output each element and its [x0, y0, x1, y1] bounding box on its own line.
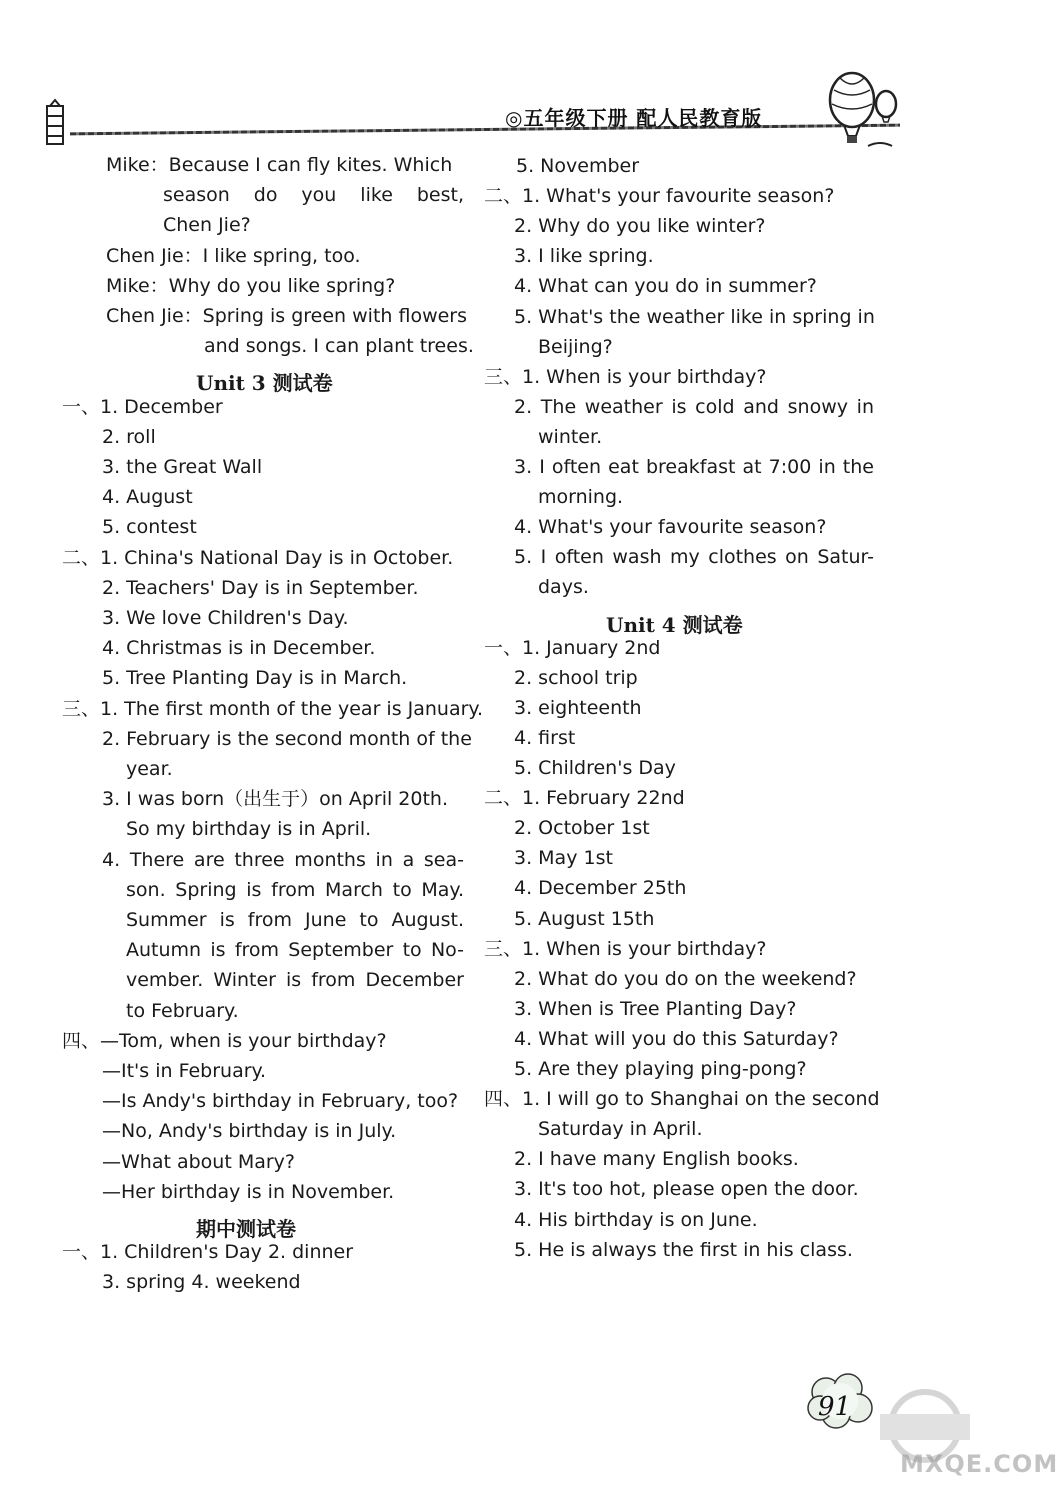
answer-line: So my birthday is in April.	[126, 818, 372, 841]
section-heading: Unit 3 测试卷	[196, 371, 333, 396]
answer-line: 3. I often eat breakfast at 7:00 in the	[514, 456, 874, 478]
answer-line: 一、1. December	[62, 395, 223, 418]
answer-line: 一、1. Children's Day 2. dinner	[62, 1241, 354, 1264]
page-number: 91	[818, 1392, 852, 1422]
answer-line: 3. We love Children's Day.	[102, 607, 349, 629]
answer-line: 2. The weather is cold and snowy in	[514, 395, 874, 418]
answer-line: —Her birthday is in November.	[102, 1180, 395, 1203]
answer-line: 2. school trip	[514, 666, 638, 689]
answer-line: 二、1. What's your favourite season?	[484, 185, 835, 208]
answer-line: 5. August 15th	[514, 907, 655, 930]
answer-line: vember. Winter is from December	[126, 969, 464, 992]
answer-line: 3. I like spring.	[514, 245, 654, 268]
answer-line: 四、—Tom, when is your birthday?	[62, 1029, 387, 1052]
answer-line: 4. What can you do in summer?	[514, 275, 817, 298]
answer-line: 4. December 25th	[514, 877, 687, 900]
answer-line: 3. eighteenth	[514, 696, 642, 719]
answer-line: 2. February is the second month of the	[102, 727, 472, 750]
answer-line: 2. Teachers' Day is in September.	[102, 576, 419, 599]
answer-line: 三、1. The first month of the year is January.	[62, 697, 483, 720]
answer-line: 5. contest	[102, 516, 197, 539]
answer-line: 3. the Great Wall	[102, 456, 263, 478]
header-title: ◎五年级下册 配人民教育版	[505, 106, 763, 130]
answer-line: 3. When is Tree Planting Day?	[514, 997, 797, 1020]
answer-line: Chen Jie：I like spring, too.	[106, 244, 361, 267]
answer-line: 三、1. When is your birthday?	[484, 365, 767, 388]
watermark-site: MXQE.COM	[900, 1450, 1058, 1478]
answer-line: 4. His birthday is on June.	[514, 1208, 758, 1231]
answer-line: —What about Mary?	[102, 1150, 295, 1173]
answer-line: 一、1. January 2nd	[484, 636, 661, 659]
answer-line: 三、1. When is your birthday?	[484, 937, 767, 960]
answer-line: 4. first	[514, 726, 576, 749]
answer-line: —Is Andy's birthday in February, too?	[102, 1090, 459, 1113]
header-divider	[70, 124, 900, 136]
answer-line: 4. Christmas is in December.	[102, 637, 376, 660]
answer-line: 2. roll	[102, 425, 156, 448]
answer-line: son. Spring is from March to May.	[126, 878, 464, 901]
section-heading: 期中测试卷	[196, 1217, 296, 1241]
answer-line: morning.	[538, 486, 624, 509]
answer-line: 2. I have many English books.	[514, 1148, 799, 1171]
answer-line: 四、1. I will go to Shanghai on the second	[484, 1088, 880, 1111]
answer-line: 5. What's the weather like in spring in	[514, 305, 875, 328]
answer-line: Summer is from June to August.	[126, 909, 464, 931]
answer-line: days.	[538, 576, 589, 599]
answer-line: 2. What do you do on the weekend?	[514, 967, 857, 990]
answer-line: 2. Why do you like winter?	[514, 215, 766, 238]
answer-line: —It's in February.	[102, 1060, 267, 1082]
section-heading: Unit 4 测试卷	[606, 612, 743, 637]
answer-line: and songs. I can plant trees.	[204, 335, 474, 358]
answer-line: 5. I often wash my clothes on Satur-	[514, 546, 874, 569]
answer-line: Beijing?	[538, 335, 613, 358]
answer-line: Saturday in April.	[538, 1118, 703, 1141]
answer-line: 5. November	[516, 155, 640, 177]
answer-line: 5. Are they playing ping-pong?	[514, 1058, 807, 1080]
answer-line: 3. spring 4. weekend	[102, 1271, 301, 1294]
answer-line: 5. Tree Planting Day is in March.	[102, 667, 408, 690]
answer-line: —No, Andy's birthday is in July.	[102, 1120, 397, 1143]
answer-line: 3. It's too hot, please open the door.	[514, 1178, 859, 1201]
answer-line: 5. He is always the first in his class.	[514, 1238, 853, 1261]
hot-air-balloon-icon	[820, 70, 910, 150]
answer-line: Mike：Because I can fly kites. Which	[106, 154, 453, 176]
answer-line: 4. What's your favourite season?	[514, 516, 827, 539]
answer-line: 4. August	[102, 486, 193, 509]
answer-line: Chen Jie?	[163, 214, 251, 237]
answer-line: 4. There are three months in a sea-	[102, 848, 464, 871]
answer-line: 4. What will you do this Saturday?	[514, 1027, 839, 1050]
answer-line: Chen Jie：Spring is green with flowers	[106, 305, 468, 327]
book-icon	[44, 100, 66, 148]
answer-line: 5. Children's Day	[514, 757, 676, 779]
answer-line: Autumn is from September to No-	[126, 939, 464, 962]
answer-line: year.	[126, 758, 173, 780]
answer-line: to February.	[126, 999, 239, 1022]
answer-line: season do you like best,	[163, 184, 464, 207]
answer-line: Mike：Why do you like spring?	[106, 274, 396, 297]
answer-line: 3. May 1st	[514, 847, 613, 870]
answer-line: 二、1. China's National Day is in October.	[62, 546, 454, 569]
answer-line: 2. October 1st	[514, 817, 650, 840]
answer-line: 3. I was born（出生于）on April 20th.	[102, 788, 449, 811]
answer-line: winter.	[538, 425, 603, 448]
answer-line: 二、1. February 22nd	[484, 787, 685, 810]
